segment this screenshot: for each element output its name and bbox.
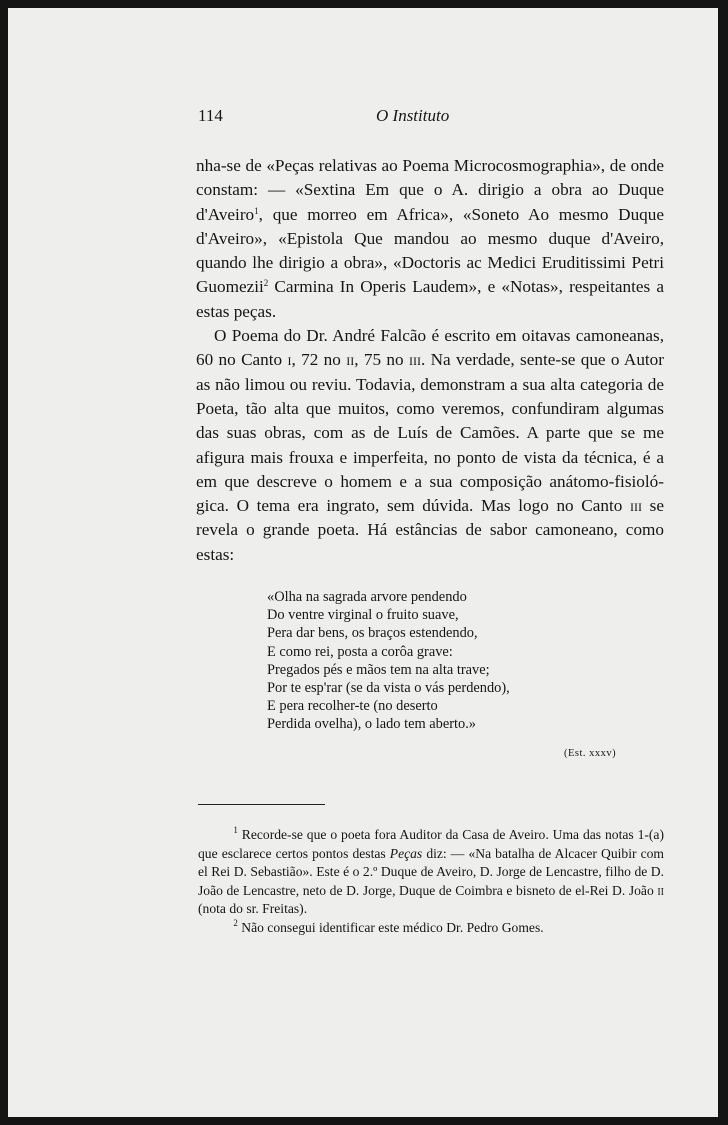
paragraph-1-part-b: , que morreo em Africa», «Soneto Ao mesmo Duque d'Aveiro», «Epistola Que mandou ao mesmo duque d'Aveiro, quando lhe dirigio a obra», «Doctoris ac Medici Eruditissimi Petri Guomezii: [196, 204, 664, 297]
paragraph-2-part-c: , 75 no: [354, 350, 409, 370]
stanza-citation: (Est. xxxv): [564, 748, 617, 759]
poem-line: E como rei, posta a corôa grave:: [267, 643, 453, 660]
paragraph-2-part-e: se revela o grande poeta. Há estâncias de sabor camoneano, como estas:: [196, 496, 664, 564]
poem-stanza: [267, 588, 627, 734]
footnote-2-text: Não consegui identificar este médico Dr. Pedro Gomes.: [237, 919, 544, 935]
roman-numeral: ii: [346, 350, 355, 370]
paragraph-1-part-c: Carmina In Operis Laudem», e «Notas», respeitantes a estas peças.: [196, 277, 664, 321]
poem-line: Pera dar bens, os braços estendendo,: [267, 625, 478, 642]
poem-line: «Olha na sagrada arvore pendendo: [267, 589, 467, 605]
roman-numeral: i: [287, 350, 292, 370]
paragraph-2: [196, 324, 664, 567]
paragraph-2-part-b: , 72 no: [291, 350, 347, 370]
paragraph-2-part-d: . Na verdade, sente-se que o Autor as não limou ou reviu. Todavia, demonstram a sua alta categoria de Poeta, tão alta que muitos, como veremos, confundiram algumas das suas obras, com as de Luís de Camões. A parte que se me afigura mais frouxa e imperfeita, no ponto de vista da técnica, é a em que descreve o homem e a sua composição anátomo-fisioló- gica. O tema era ingrato, sem dúvida. Mas logo no Canto: [196, 350, 665, 516]
roman-numeral: ii: [657, 882, 664, 898]
running-title: O Instituto: [376, 106, 450, 125]
footnote-ref-1: 1: [254, 205, 259, 216]
poem-line: Do ventre virginal o fruito suave,: [267, 607, 459, 624]
page-number: 114: [198, 106, 223, 125]
footnote-1-italic: Peças: [389, 845, 423, 861]
poem-line: E pera recolher-te (no deserto: [267, 698, 438, 715]
footnote-1-part-b: diz: — «Na batalha de Alcacer Quibir com el Rei D. Sebastião». Este é o 2.º Duque de Aveiro, D. Jorge de Lencastre, filho de D. João de Lencastre, neto de D. Jorge, Duque de Coimbra e bisneto de el-Rei D. João: [198, 845, 664, 898]
poem-line: Perdida ovelha), o lado tem aberto.»: [267, 716, 476, 733]
main-text: [196, 154, 664, 567]
page-header: [198, 106, 664, 130]
roman-numeral: iii: [630, 496, 643, 516]
paragraph-1-part-a: nha-se de «Peças relativas ao Poema Microcosmographia», de onde constam: — «Sextina Em que o A. dirigio a obra ao Duque d'Aveiro: [196, 156, 664, 224]
roman-numeral: iii: [408, 350, 421, 370]
footnotes: [198, 826, 664, 938]
footnote-1: [198, 826, 664, 919]
poem-line: Pregados pés e mãos tem na alta trave;: [267, 661, 490, 678]
footnote-2: [198, 919, 664, 938]
paragraph-1: [196, 154, 664, 324]
footnote-1-part-a: Recorde-se que o poeta fora Auditor da Casa de Aveiro. Uma das notas 1-(a) que esclarece certos pontos destas: [198, 827, 664, 861]
footnote-mark-1: 1: [233, 825, 238, 835]
footnote-mark-2: 2: [233, 917, 238, 928]
footnote-divider: [198, 804, 325, 805]
page-sheet: [8, 8, 718, 1117]
footnote-1-part-c: (nota do sr. Freitas).: [198, 901, 308, 917]
paragraph-2-part-a: O Poema do Dr. André Falcão é escrito em oitavas camoneanas, 60 no Canto: [196, 326, 664, 370]
footnote-ref-2: 2: [263, 278, 269, 289]
poem-line: Por te esp'rar (se da vista o vás perdendo),: [267, 680, 510, 697]
